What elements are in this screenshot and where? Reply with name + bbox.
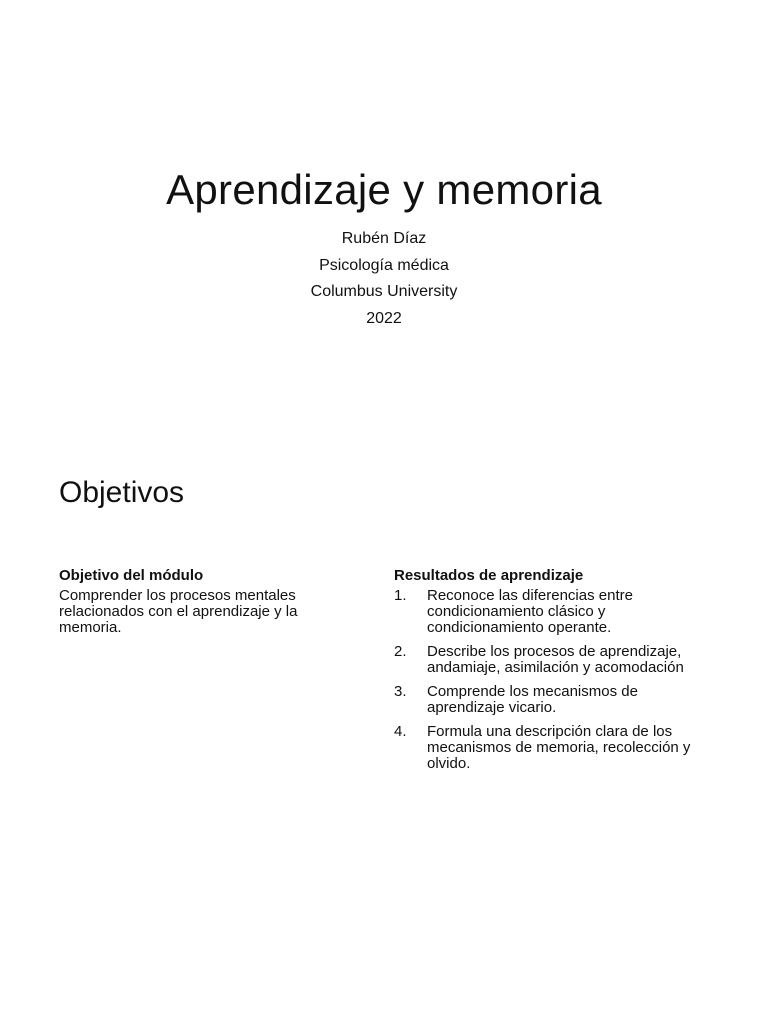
list-item-text: Formula una descripción clara de los mecanismos de memoria, recolección y olvido. [427, 723, 691, 772]
list-item-number: 4. [394, 723, 407, 740]
list-item [394, 724, 714, 772]
learning-outcomes-list [394, 588, 714, 772]
list-item [394, 684, 714, 716]
author-name: Rubén Díaz [341, 230, 427, 247]
course-name: Psicología médica [319, 256, 449, 274]
presentation-title: Aprendizaje y memoria [166, 166, 602, 213]
learning-outcomes-heading: Resultados de aprendizaje [394, 567, 584, 584]
list-item-number: 3. [394, 683, 407, 700]
module-objective-column [59, 566, 359, 636]
list-item-text: Comprende los mecanismos de aprendizaje vicario. [427, 683, 638, 716]
institution-name: Columbus University [310, 283, 458, 300]
learning-outcomes-column [394, 566, 714, 780]
list-item-text: Reconoce las diferencias entre condicionamiento clásico y condicionamiento operante. [427, 587, 633, 636]
module-objective-text: Comprender los procesos mentales relacionados con el aprendizaje y la memoria. [59, 587, 298, 636]
objectives-slide [0, 432, 768, 1024]
objectives-heading: Objetivos [59, 476, 185, 509]
presentation-subtitle [0, 226, 768, 332]
list-item-text: Describe los procesos de aprendizaje, andamiaje, asimilación y acomodación [427, 643, 684, 676]
list-item [394, 588, 714, 636]
list-item-number: 1. [394, 587, 407, 604]
title-slide [0, 0, 768, 432]
module-objective-heading: Objetivo del módulo [59, 567, 204, 584]
list-item [394, 644, 714, 676]
list-item-number: 2. [394, 643, 407, 660]
year: 2022 [366, 309, 402, 327]
